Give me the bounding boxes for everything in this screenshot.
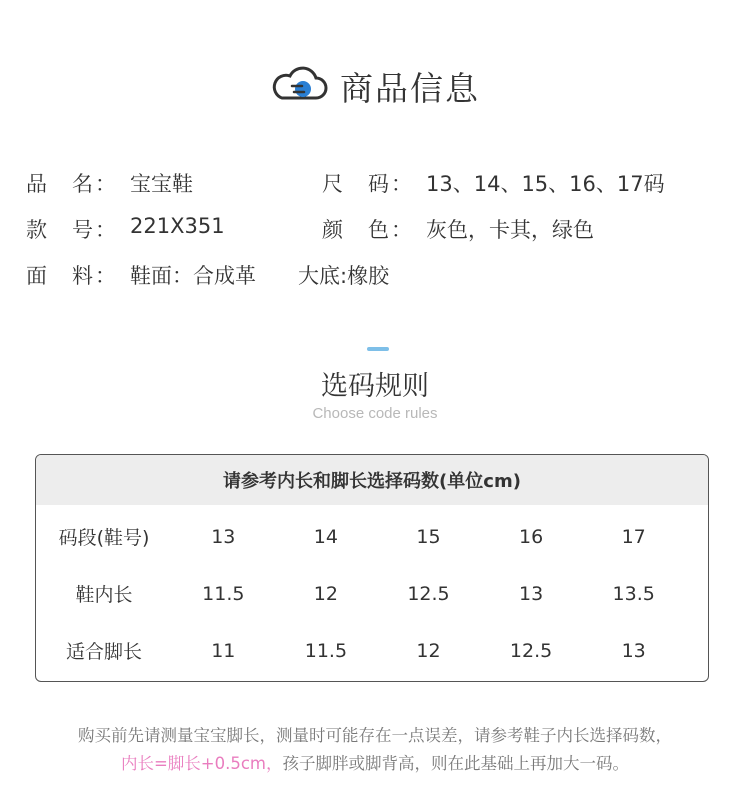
table-row	[36, 508, 708, 565]
section-header	[0, 56, 750, 116]
table-cell: 14	[313, 525, 338, 548]
sizing-note	[0, 722, 750, 778]
table-cell: 11.5	[304, 639, 348, 662]
info-row-name	[26, 168, 726, 214]
sizing-note-rest: 孩子脚胖或脚背高，则在此基础上再加大一码。	[282, 754, 630, 773]
table-row	[36, 565, 708, 622]
material-value: 鞋面：合成革	[130, 264, 256, 288]
name-label: 品 名：	[26, 172, 118, 196]
row-label: 适合脚长	[65, 641, 142, 663]
sizing-note-line2	[0, 750, 750, 778]
table-cell: 11.5	[202, 582, 245, 605]
model-value: 221X351	[130, 214, 225, 238]
name-value: 宝宝鞋	[130, 172, 193, 196]
model-label: 款 号：	[26, 218, 118, 242]
table-cell: 12.5	[407, 582, 450, 605]
table-cell: 11	[211, 639, 236, 662]
material-label: 面 料：	[26, 264, 118, 288]
table-cell: 15	[416, 525, 441, 548]
row-label: 码段(鞋号)	[58, 527, 150, 549]
size-label: 尺 码：	[322, 172, 414, 196]
size-value: 13、14、15、16、17码	[426, 172, 665, 196]
table-cell: 17	[621, 525, 646, 548]
size-table	[35, 454, 709, 682]
table-cell: 16	[518, 525, 544, 548]
table-cell: 13.5	[612, 582, 655, 605]
title-accent-bar	[367, 347, 389, 351]
rules-subtitle: Choose code rules	[312, 405, 438, 422]
page-title: 商品信息	[340, 68, 480, 108]
sizing-note-line1: 购买前先请测量宝宝脚长，测量时可能存在一点误差，请参考鞋子内长选择码数，	[78, 726, 672, 745]
product-info	[26, 168, 726, 306]
sizing-formula: 内长=脚长+0.5cm，	[120, 754, 283, 773]
cloud-icon	[270, 66, 330, 106]
table-cell: 13	[211, 525, 236, 548]
color-value: 灰色，卡其，绿色	[426, 218, 594, 242]
table-cell: 12.5	[509, 639, 553, 662]
table-cell: 12	[416, 639, 441, 662]
table-row	[36, 622, 708, 679]
info-row-material	[26, 260, 726, 306]
color-label: 颜 色：	[322, 218, 414, 242]
table-cell: 12	[313, 582, 338, 605]
row-label: 鞋内长	[75, 584, 133, 606]
table-cell: 13	[621, 639, 646, 662]
table-cell: 13	[518, 582, 544, 605]
table-header: 请参考内长和脚长选择码数(单位cm)	[36, 455, 708, 505]
sole-value: 大底:橡胶	[298, 264, 390, 288]
info-row-model	[26, 214, 726, 260]
rules-title: 选码规则	[321, 371, 429, 402]
